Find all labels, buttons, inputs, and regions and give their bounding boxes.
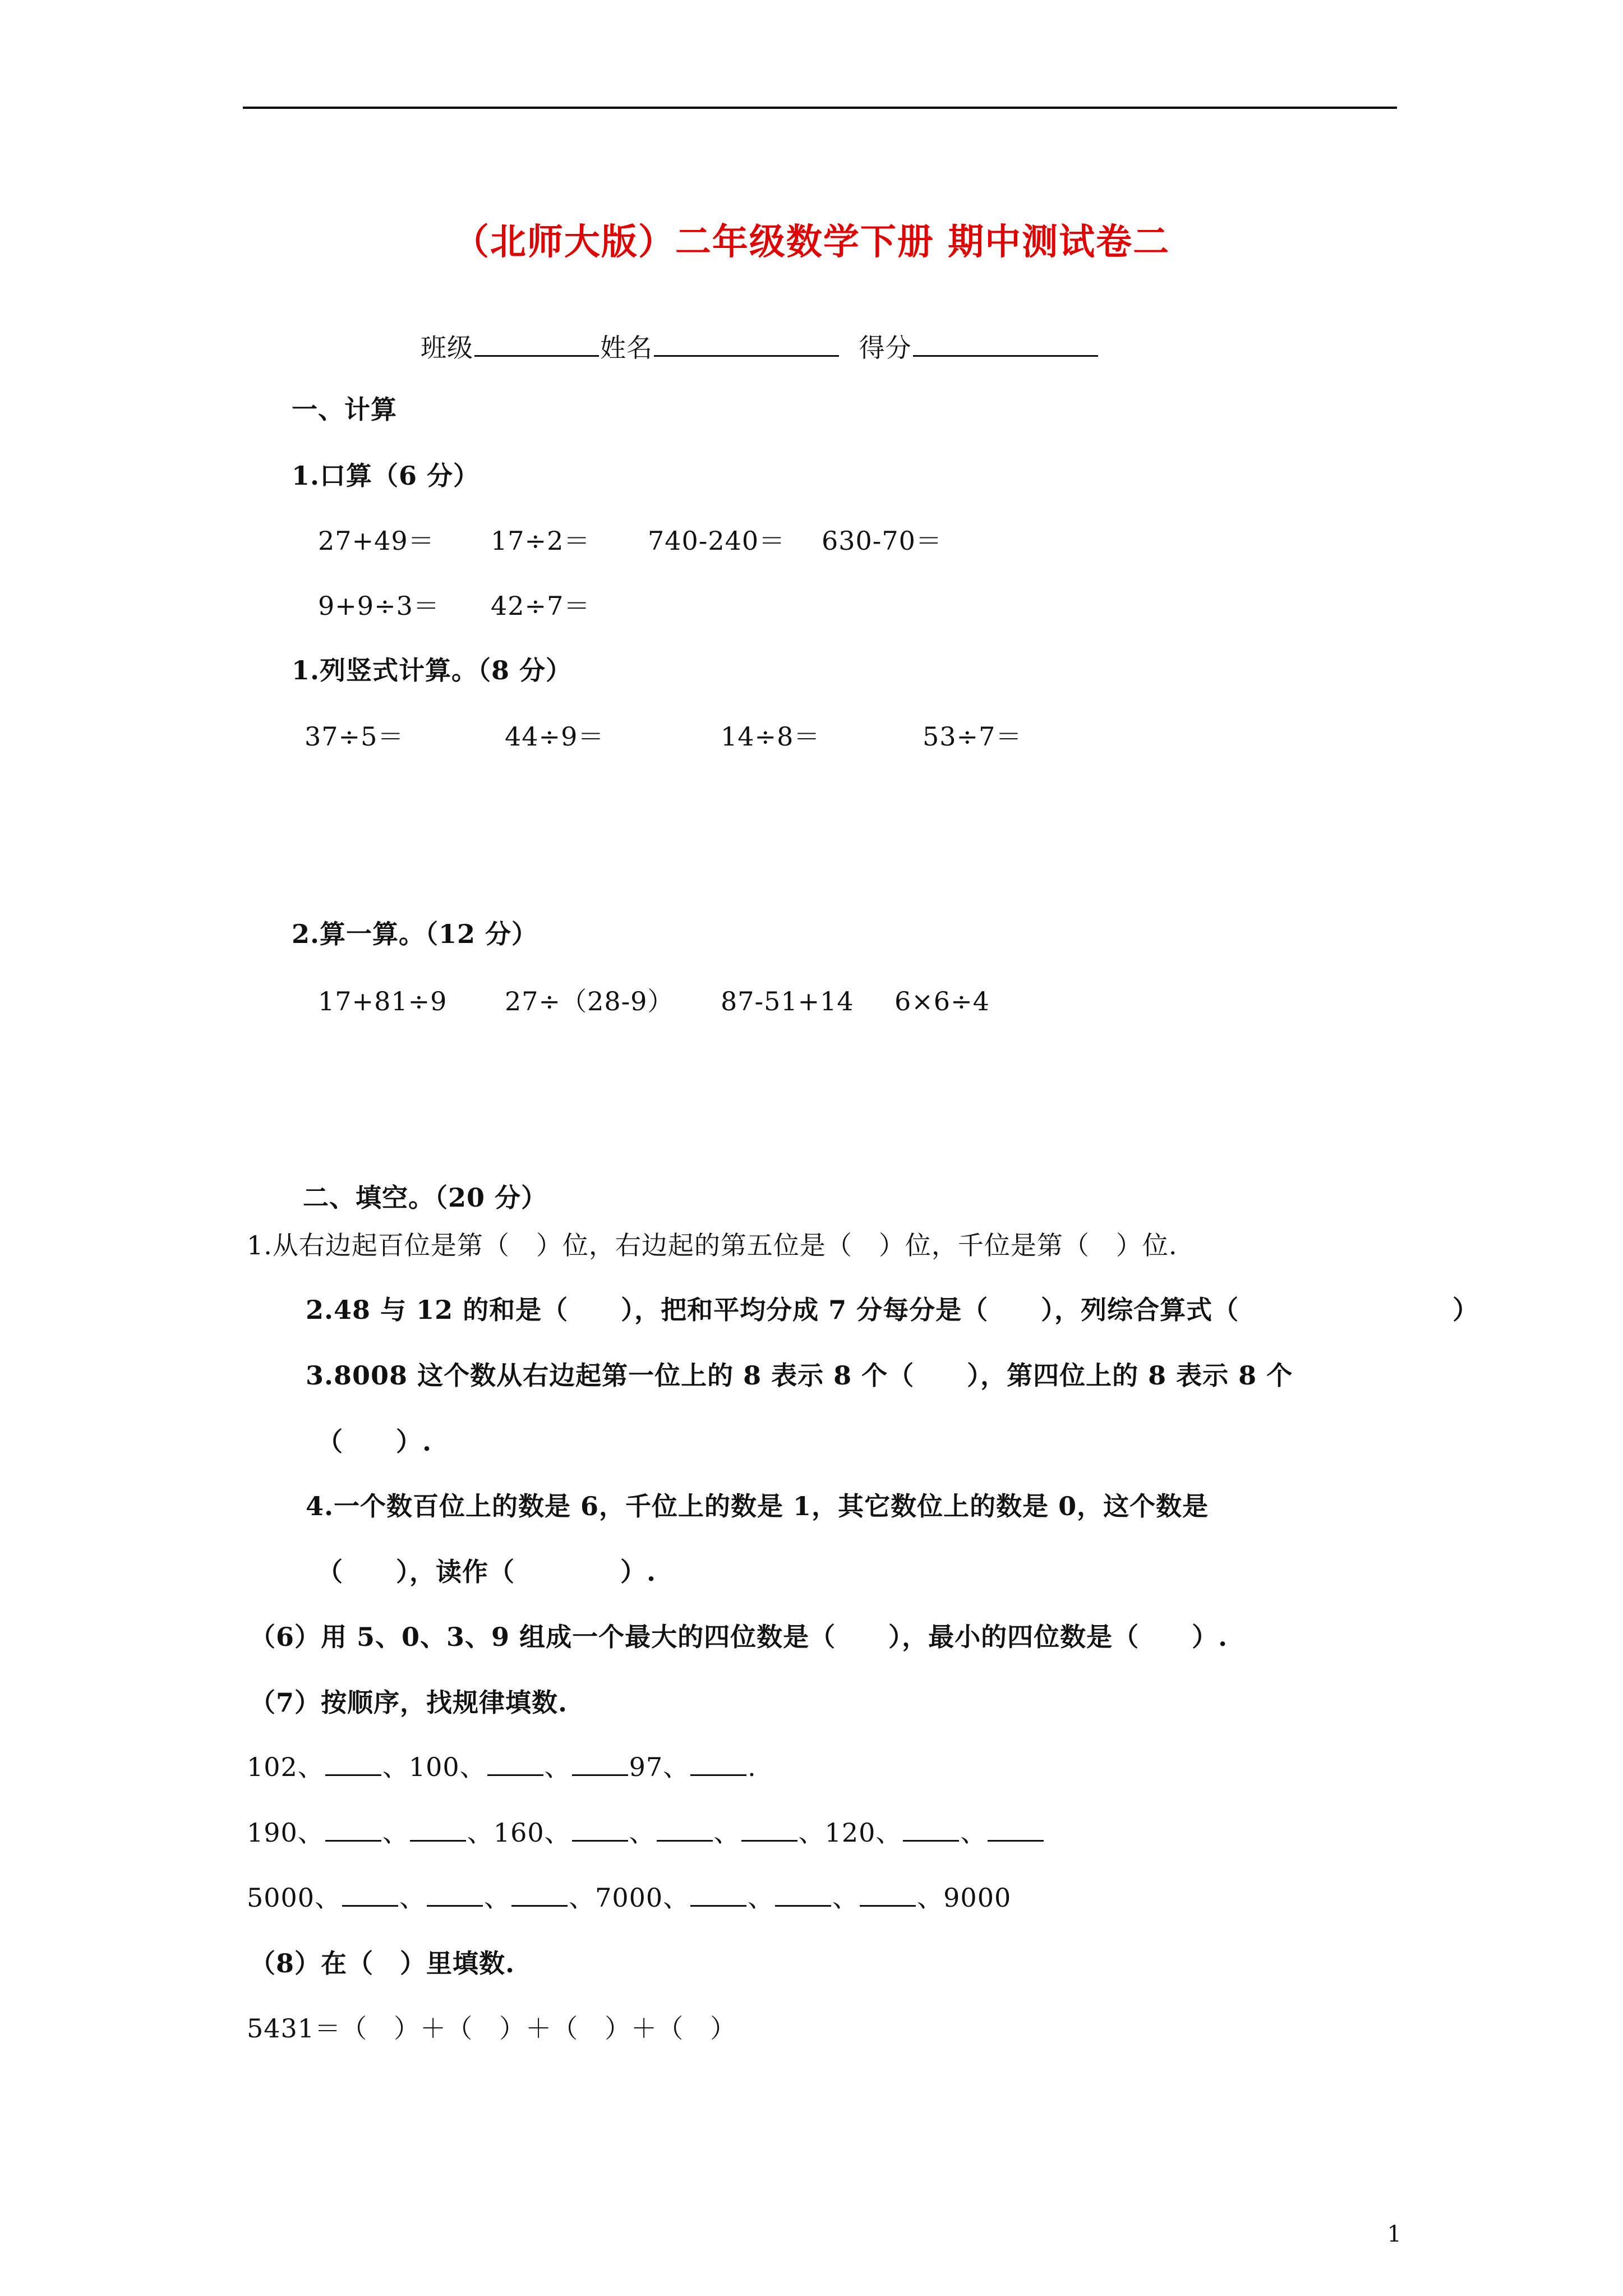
section-2-heading: 二、填空。（20 分）	[303, 1182, 548, 1213]
seq-blank[interactable]	[657, 1819, 713, 1842]
seq-text: 5000、	[247, 1883, 342, 1913]
seq-text: 、	[629, 1818, 656, 1848]
fill-q2-close: ）	[1453, 1295, 1479, 1325]
seq-blank[interactable]	[690, 1884, 746, 1907]
sequence-2	[247, 1816, 1045, 1849]
score-blank[interactable]	[913, 334, 1098, 357]
q3-expr: 17+81÷9	[318, 986, 448, 1016]
name-blank[interactable]	[654, 334, 839, 357]
seq-blank[interactable]	[988, 1819, 1044, 1842]
seq-blank[interactable]	[860, 1884, 916, 1907]
score-label: 得分	[859, 333, 912, 363]
q3-expr: 27÷（28-9）	[505, 986, 674, 1016]
fill-q1: 1.从右边起百位是第（ ）位，右边起的第五位是（ ）位，千位是第（ ）位.	[247, 1230, 1178, 1260]
q1-label: 1.口算（6 分）	[292, 461, 480, 491]
seq-text: 、	[832, 1883, 859, 1913]
seq-blank[interactable]	[741, 1819, 797, 1842]
seq-text: 、	[544, 1752, 571, 1782]
seq-text: 、7000、	[569, 1883, 690, 1913]
q3-expr: 6×6÷4	[895, 986, 990, 1016]
seq-text: 、120、	[798, 1818, 902, 1848]
q1-expr: 27+49＝	[318, 526, 435, 556]
sequence-3	[247, 1881, 1011, 1915]
seq-text: 、	[382, 1818, 409, 1848]
seq-blank[interactable]	[511, 1884, 568, 1907]
seq-blank[interactable]	[325, 1819, 381, 1842]
page-title: （北师大版）二年级数学下册 期中测试卷二	[453, 221, 1170, 263]
q2-expr: 53÷7＝	[923, 721, 1022, 752]
decomposition-line: 5431＝（ ）＋（ ）＋（ ）＋（ ）	[247, 2013, 737, 2044]
q1-expr: 740-240＝	[648, 526, 786, 556]
q2-expr: 44÷9＝	[505, 721, 605, 752]
fill-q3: 3.8008 这个数从右边起第一位上的 8 表示 8 个（ ），第四位上的 8 表示 8 个	[306, 1360, 1293, 1391]
header-rule	[243, 107, 1397, 109]
seq-blank[interactable]	[325, 1753, 381, 1776]
q3-expr: 87-51+14	[721, 986, 854, 1016]
q1-expr: 9+9÷3＝	[318, 591, 440, 621]
name-label: 姓名	[600, 333, 653, 363]
seq-blank[interactable]	[427, 1884, 483, 1907]
q3-label: 2.算一算。（12 分）	[292, 919, 538, 949]
seq-blank[interactable]	[410, 1819, 466, 1842]
student-info-line	[421, 331, 1099, 365]
seq-blank[interactable]	[775, 1884, 831, 1907]
class-label: 班级	[421, 333, 473, 363]
fill-q7: （7）按顺序，找规律填数.	[250, 1687, 568, 1718]
sequence-1	[247, 1750, 757, 1784]
seq-text: 、	[484, 1883, 511, 1913]
fill-q4-cont: （ ），读作（ ）.	[317, 1557, 657, 1587]
q2-expr: 14÷8＝	[721, 721, 820, 752]
seq-text: 、	[748, 1883, 774, 1913]
seq-blank[interactable]	[572, 1753, 628, 1776]
seq-text: 190、	[247, 1818, 324, 1848]
seq-text: 、9000	[917, 1883, 1012, 1913]
page-number: 1	[1387, 2221, 1401, 2247]
seq-text: 102、	[247, 1752, 324, 1782]
seq-text: 、160、	[467, 1818, 571, 1848]
q2-label: 1.列竖式计算。（8 分）	[292, 655, 573, 685]
seq-text: 、	[399, 1883, 426, 1913]
q1-expr: 630-70＝	[822, 526, 942, 556]
seq-text: .	[748, 1752, 757, 1782]
q1-expr: 17÷2＝	[491, 526, 591, 556]
seq-blank[interactable]	[903, 1819, 959, 1842]
fill-q4: 4.一个数百位上的数是 6，千位上的数是 1，其它数位上的数是 0，这个数是	[306, 1491, 1209, 1521]
fill-q2: 2.48 与 12 的和是（ ），把和平均分成 7 分每分是（ ），列综合算式（	[306, 1295, 1239, 1325]
q2-expr: 37÷5＝	[305, 721, 404, 752]
seq-text: 97、	[629, 1752, 690, 1782]
seq-blank[interactable]	[487, 1753, 543, 1776]
seq-text: 、100、	[382, 1752, 486, 1782]
class-blank[interactable]	[474, 334, 599, 357]
q1-expr: 42÷7＝	[491, 591, 591, 621]
seq-blank[interactable]	[342, 1884, 398, 1907]
section-1-heading: 一、计算	[292, 394, 397, 425]
seq-text: 、	[960, 1818, 987, 1848]
seq-text: 、	[713, 1818, 740, 1848]
fill-q6: （6）用 5、0、3、9 组成一个最大的四位数是（ ），最小的四位数是（ ）.	[250, 1622, 1228, 1652]
fill-q3-cont: （ ）.	[317, 1427, 432, 1457]
seq-blank[interactable]	[690, 1753, 746, 1776]
fill-q8: （8）在（ ）里填数.	[250, 1948, 515, 1978]
seq-blank[interactable]	[572, 1819, 628, 1842]
